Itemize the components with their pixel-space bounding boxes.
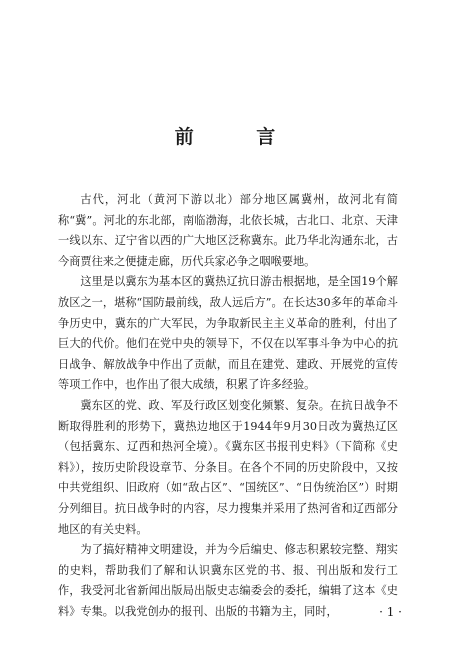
- paragraph-1: 古代，河北（黄河下游以北）部分地区属冀州，故河北有简称“冀”。河北的东北部，南临渤海，北依长城，古北口、北京、天津一线以东、辽宁省以西的广大地区泛称冀东。此乃华北沟通东北，古今商贾往来之便捷走廊，历代兵家必争之咽喉要地。: [58, 193, 398, 268]
- paragraph-3: 冀东区的党、政、军及行政区划变化频繁、复杂。在抗日战争不断取得胜利的形势下，冀热边地区于1944年9月30日改为冀热辽区（包括冀东、辽西和热河全境）。《冀东区书报刊史料》（下简称《史料》），按历史阶段设章节、分条目。在各个不同的历史阶段中，又按中共党组织、旧政府（如“敌占区”、“国统区”、“日伪统治区”）时期分列细目。抗日战争时的内容，尽力搜集并采用了热河省和辽西部分地区的有关史料。: [58, 398, 398, 536]
- page-title: 前 言: [174, 126, 304, 148]
- paragraph-4: 为了搞好精神文明建设，并为今后编史、修志积累较完整、翔实的史料，帮助我们了解和认识冀东区党的书、报、刊出版和发行工作，我受河北省新闻出版局出版史志编委会的委托，编辑了这本《史料》专集。以我党创办的报刊、出版的书籍为主，同时，: [58, 543, 398, 618]
- paragraph-2: 这里是以冀东为基本区的冀热辽抗日游击根据地，是全国19个解放区之一，堪称“国防最前线，敌人远后方”。在长达30多年的革命斗争历史中，冀东的广大军民，为争取新民主主义革命的胜利，付出了巨大的代价。他们在党中央的领导下，不仅在以军事斗争为中心的抗日战争、解放战争中作出了贡献，而且在建党、建政、开展党的宣传等项工作中，也作出了很大成绩，积累了许多经验。: [58, 275, 398, 392]
- page-number: · 1 ·: [379, 605, 402, 619]
- body-text: [58, 190, 398, 622]
